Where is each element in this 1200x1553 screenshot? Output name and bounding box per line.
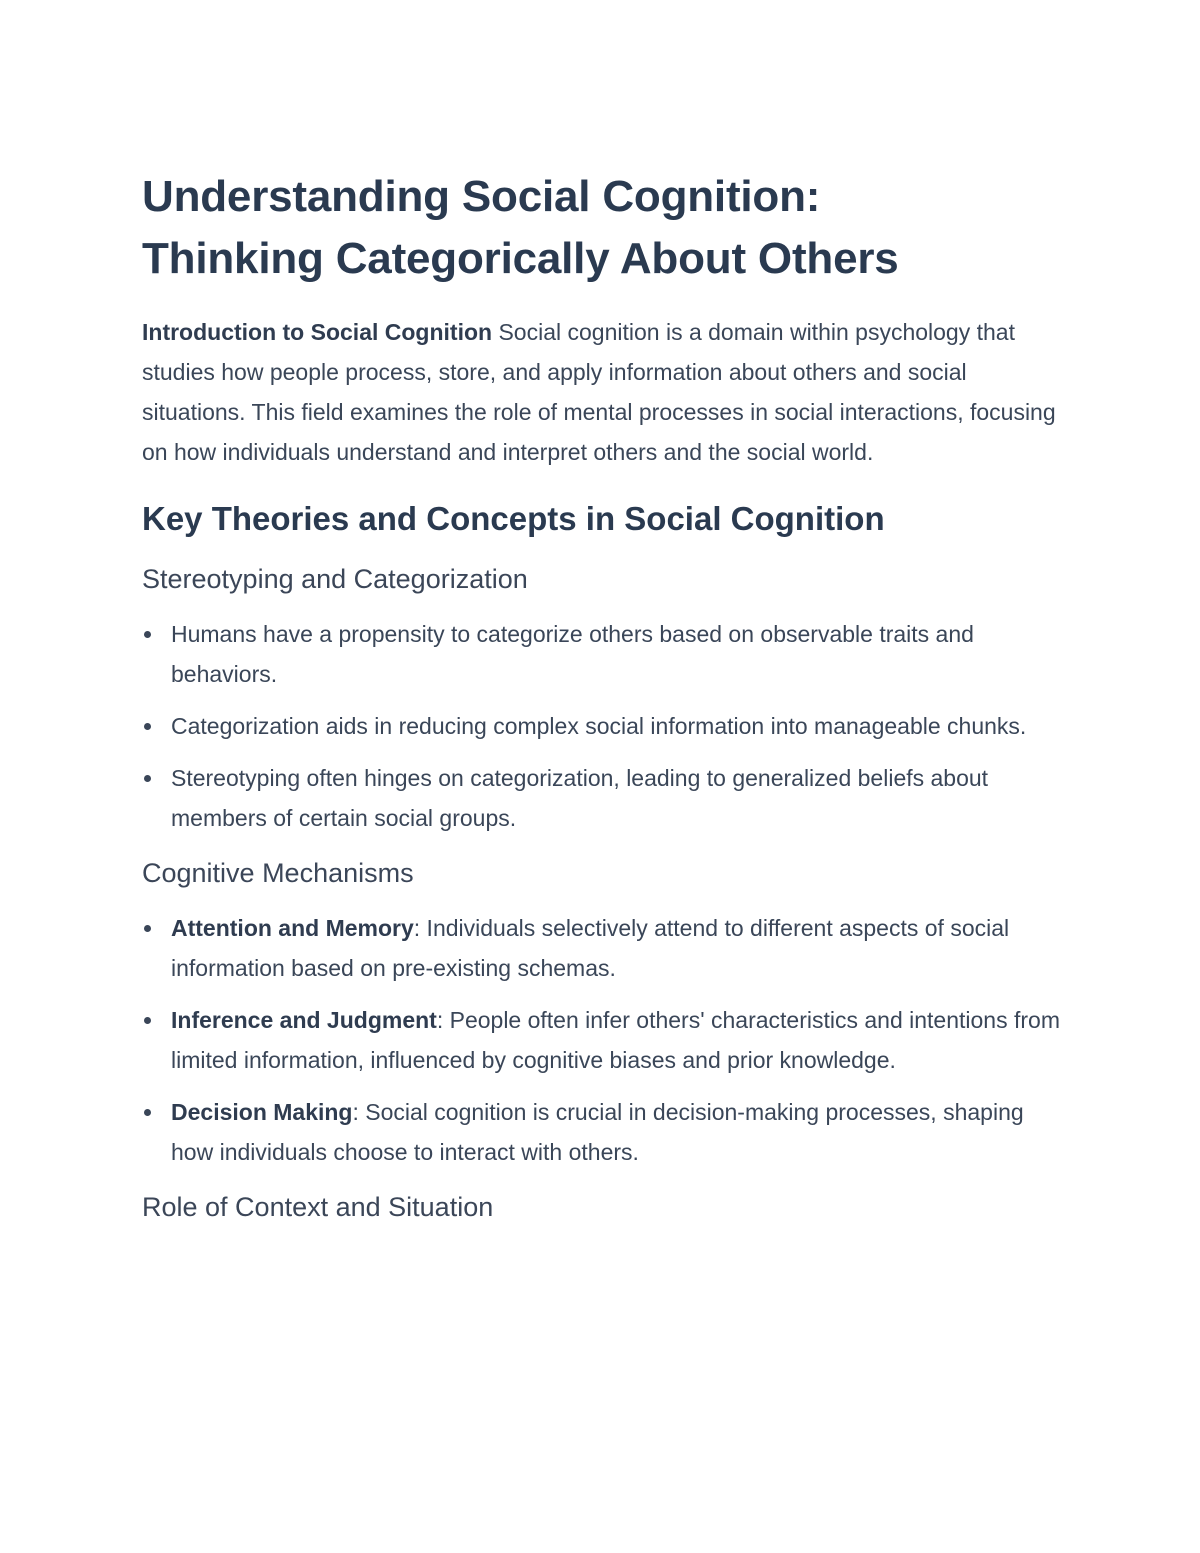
list-item-text: : Social cognition is crucial in decision-making processes, shaping how individuals choose to interact with others.	[171, 1099, 1024, 1165]
section-heading-key-theories: Key Theories and Concepts in Social Cognition	[142, 500, 885, 537]
list-item-term: Inference and Judgment	[171, 1007, 437, 1033]
list-item-text: : Individuals selectively attend to different aspects of social information based on pre-existing schemas.	[171, 915, 1010, 981]
list-item	[142, 1000, 1062, 1080]
list-item	[142, 614, 1062, 694]
intro-paragraph	[142, 312, 1062, 472]
list-item-text: Stereotyping often hinges on categorization, leading to generalized beliefs about members of certain social groups.	[171, 765, 989, 831]
list-item-text: Humans have a propensity to categorize others based on observable traits and behaviors.	[171, 621, 974, 687]
intro-lead: Introduction to Social Cognition	[142, 319, 493, 345]
document-page	[142, 166, 1062, 1228]
bullet-dot-icon	[144, 1109, 151, 1116]
mechanisms-list	[142, 908, 1062, 1172]
bullet-dot-icon	[144, 723, 151, 730]
bullet-dot-icon	[144, 775, 151, 782]
subheading-cognitive-mechanisms: Cognitive Mechanisms	[142, 858, 414, 888]
bullet-dot-icon	[144, 631, 151, 638]
intro-text: Social cognition is a domain within psychology that studies how people process, store, and apply information about others and social situations. This field examines the role of mental processes in social interactions, focusing on how individuals understand and interpret others and the social world.	[142, 319, 1056, 465]
bullet-dot-icon	[144, 925, 151, 932]
page-title-line-2: Thinking Categorically About Others	[142, 234, 899, 283]
list-item-term: Decision Making	[171, 1099, 353, 1125]
stereotyping-list	[142, 614, 1062, 838]
list-item-text: Categorization aids in reducing complex social information into manageable chunks.	[171, 713, 1027, 739]
subheading-stereotyping: Stereotyping and Categorization	[142, 564, 528, 594]
list-item	[142, 1092, 1062, 1172]
page-title-line-1: Understanding Social Cognition:	[142, 172, 821, 221]
list-item-text: : People often infer others' characteristics and intentions from limited information, influenced by cognitive biases and prior knowledge.	[171, 1007, 1060, 1073]
bullet-dot-icon	[144, 1017, 151, 1024]
subheading-context-situation: Role of Context and Situation	[142, 1192, 494, 1222]
page-title	[142, 166, 1062, 290]
list-item	[142, 908, 1062, 988]
list-item	[142, 706, 1062, 746]
list-item	[142, 758, 1062, 838]
list-item-term: Attention and Memory	[171, 915, 414, 941]
